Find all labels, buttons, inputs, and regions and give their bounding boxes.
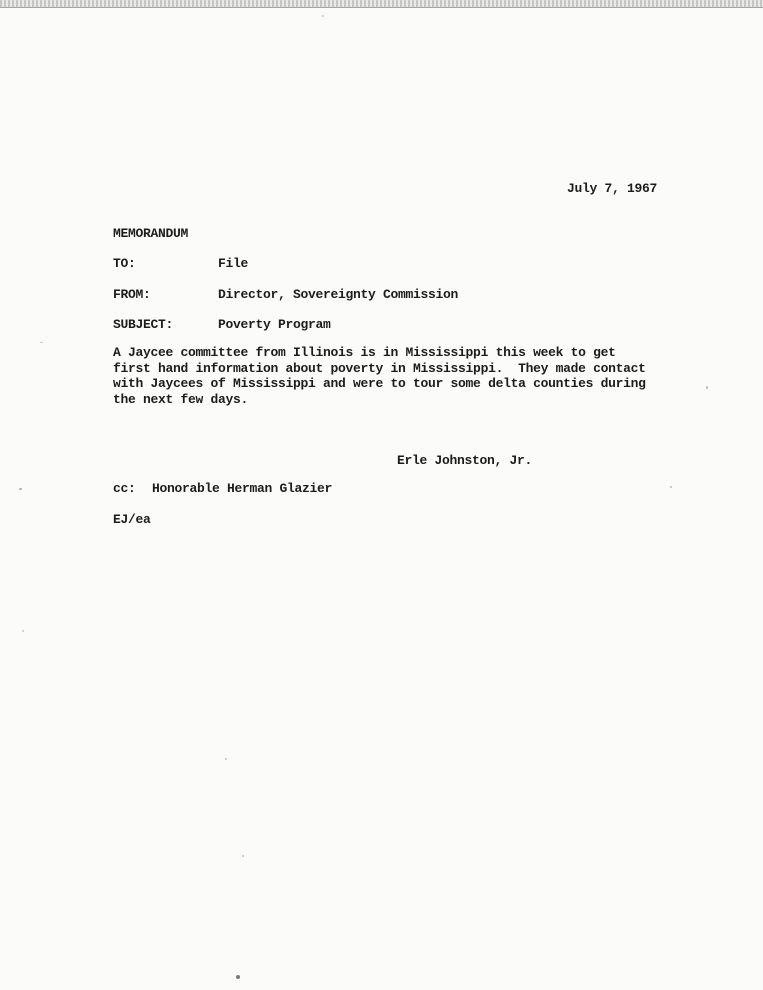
- scan-speck: [242, 855, 244, 857]
- scan-speck: [322, 15, 324, 17]
- scan-speck: [225, 758, 227, 760]
- scan-speck: [670, 486, 672, 488]
- cc-label: cc:: [113, 481, 136, 496]
- scan-speck: [40, 342, 43, 343]
- scan-speck: [19, 488, 22, 490]
- memo-heading: MEMORANDUM: [113, 226, 189, 241]
- scan-speck: [236, 975, 240, 979]
- to-value: File: [218, 256, 249, 271]
- memo-body-line: the next few days.: [113, 391, 249, 407]
- scan-speck: [22, 630, 24, 632]
- cc-value: Honorable Herman Glazier: [152, 481, 333, 496]
- memo-body-line: first hand information about poverty in Mississippi. They made contact: [113, 360, 646, 376]
- typist-initials: EJ/ea: [113, 512, 151, 527]
- memo-body-line: A Jaycee committee from Illinois is in Mississippi this week to get: [113, 345, 616, 360]
- signature: Erle Johnston, Jr.: [397, 453, 533, 468]
- memo-date: July 7, 1967: [567, 181, 658, 196]
- scan-speck: [706, 386, 708, 389]
- to-label: TO:: [113, 256, 136, 271]
- scan-top-edge: [0, 0, 763, 7]
- scan-top-edge-line: [0, 7, 763, 8]
- memo-body: [113, 345, 673, 407]
- subject-value: Poverty Program: [218, 317, 331, 332]
- subject-label: SUBJECT:: [113, 317, 174, 332]
- from-value: Director, Sovereignty Commission: [218, 287, 459, 302]
- from-label: FROM:: [113, 287, 151, 302]
- memo-body-line: with Jaycees of Mississippi and were to tour some delta counties during: [113, 376, 646, 391]
